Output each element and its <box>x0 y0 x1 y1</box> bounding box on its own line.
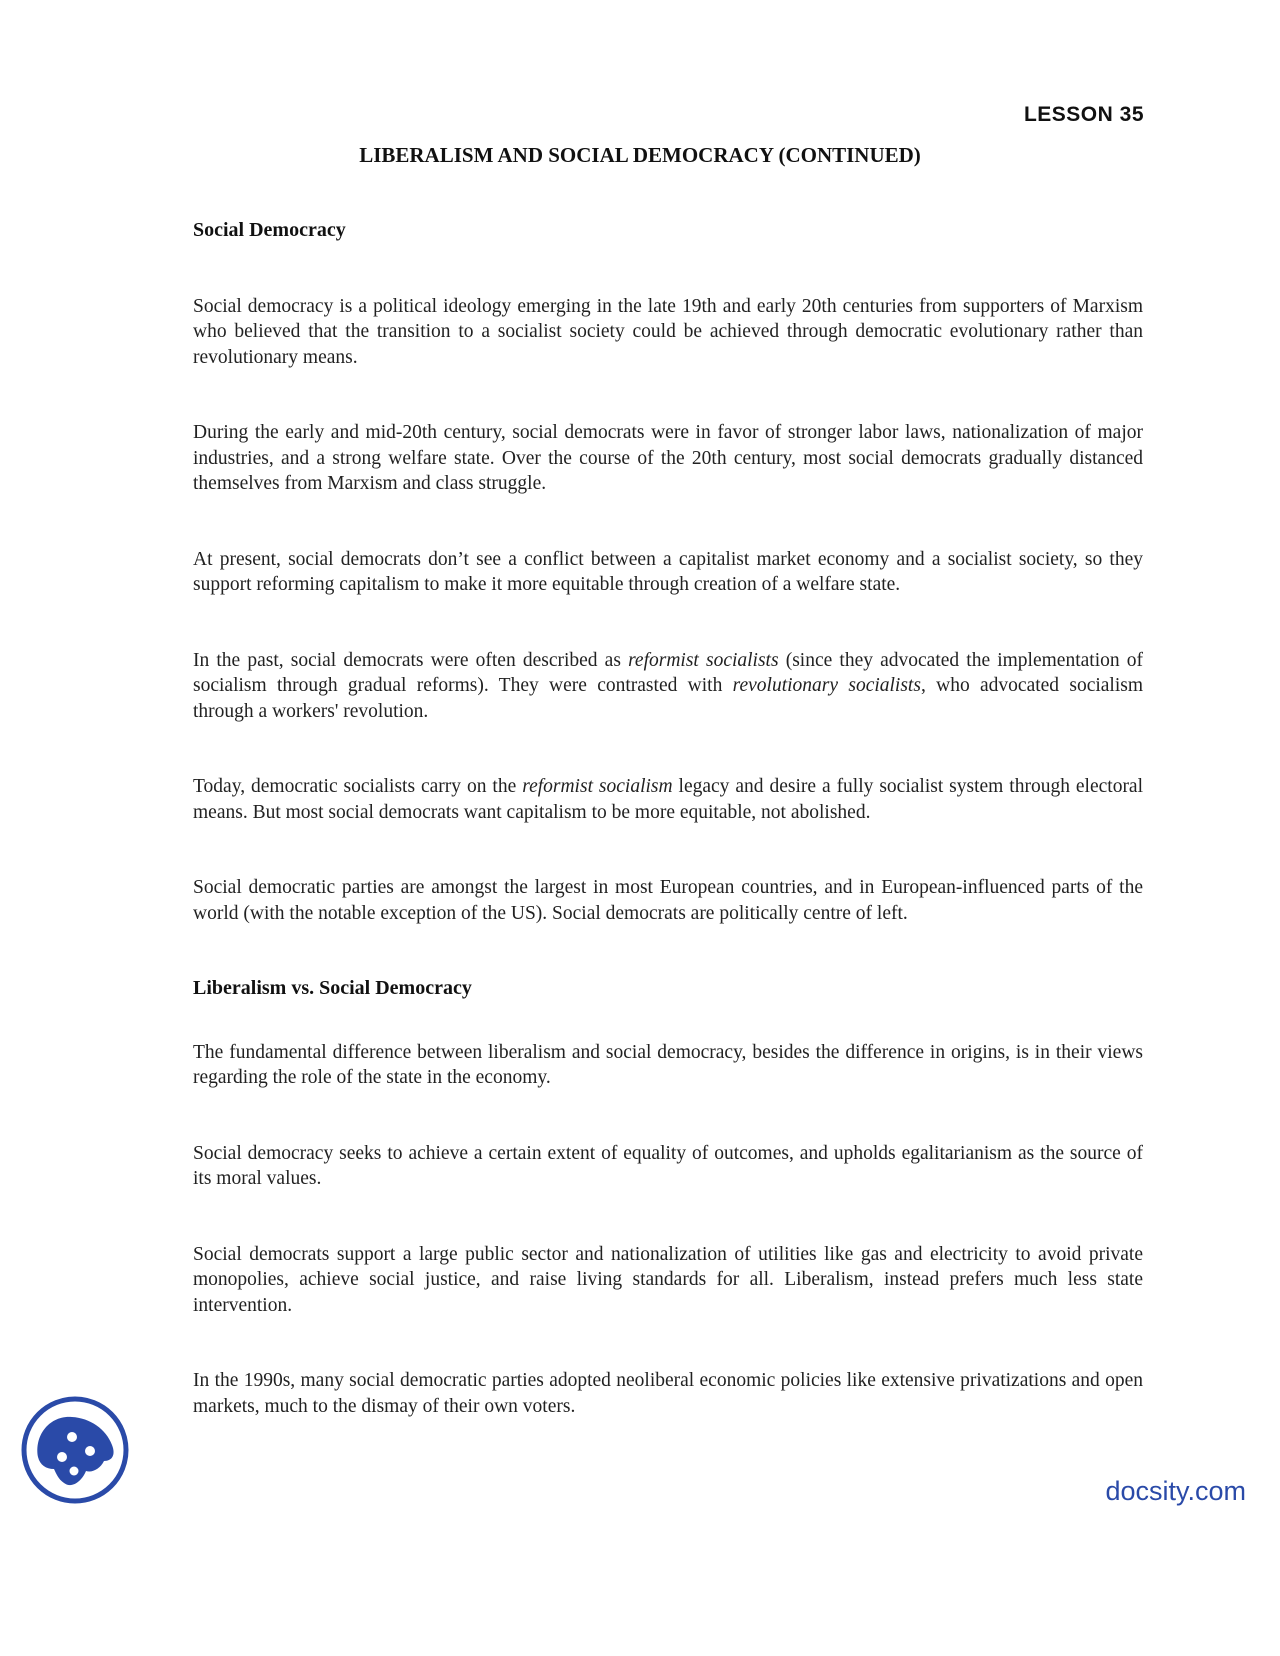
text-run: (since they advocated the implementation of socialism through gradual reforms). They were contrasted with <box>193 649 1143 696</box>
emphasis-text: reformist socialism <box>522 776 673 797</box>
docsity-brand-link[interactable]: docsity.com <box>1105 1476 1246 1506</box>
document-body <box>193 218 1143 1419</box>
paragraph: At present, social democrats don’t see a conflict between a capitalist market economy and a socialist society, so they support reforming capitalism to make it more equitable through creation of a welfare state. <box>193 548 1143 595</box>
paragraph: Social democracy is a political ideology emerging in the late 19th and early 20th centuries from supporters of Marxism who believed that the transition to a socialist society could be achieved through democratic evolutionary rather than revolutionary means. <box>193 295 1143 368</box>
text-run: , who advocated socialism through a workers' revolution. <box>193 675 1144 722</box>
paragraph: Social democracy seeks to achieve a certain extent of equality of outcomes, and upholds egalitarianism as the source of its moral values. <box>193 1142 1143 1189</box>
paragraph: Social democrats support a large public sector and nationalization of utilities like gas and electricity to avoid private monopolies, achieve social justice, and raise living standards for all. Liberalism, instead prefers much less state intervention. <box>193 1243 1143 1316</box>
paragraph <box>193 648 1143 725</box>
section-heading-liberalism-vs-social-democracy: Liberalism vs. Social Democracy <box>193 977 472 999</box>
paragraph: During the early and mid-20th century, social democrats were in favor of stronger labor laws, nationalization of major industries, and a strong welfare state. Over the course of the 20th century, most social democrats gradually distanced themselves from Marxism and class struggle. <box>193 422 1143 494</box>
section-heading-social-democracy: Social Democracy <box>193 219 346 241</box>
paragraph: In the 1990s, many social democratic parties adopted neoliberal economic policies like extensive privatizations and open markets, much to the dismay of their own voters. <box>193 1370 1143 1417</box>
emphasis-text: revolutionary socialists <box>732 675 921 696</box>
paragraph <box>193 774 1143 825</box>
paragraph: Social democratic parties are amongst the largest in most European countries, and in European-influenced parts of the world (with the notable exception of the US). Social democrats are politically centre of left. <box>193 877 1143 924</box>
paragraph: The fundamental difference between liberalism and social democracy, besides the difference in origins, is in their views regarding the role of the state in the economy. <box>193 1041 1143 1088</box>
page-title: LIBERALISM AND SOCIAL DEMOCRACY (CONTINUED) <box>359 143 921 167</box>
emphasis-text: reformist socialists <box>628 649 779 671</box>
text-run: In the past, social democrats were often described as <box>193 649 629 671</box>
text-run: Today, democratic socialists carry on the <box>193 776 523 797</box>
docsity-logo-icon <box>20 1395 130 1505</box>
lesson-label: LESSON 35 <box>1023 104 1144 122</box>
text-run: legacy and desire a fully socialist system through electoral means. But most social democrats want capitalism to be more equitable, not abolished. <box>193 776 1144 823</box>
